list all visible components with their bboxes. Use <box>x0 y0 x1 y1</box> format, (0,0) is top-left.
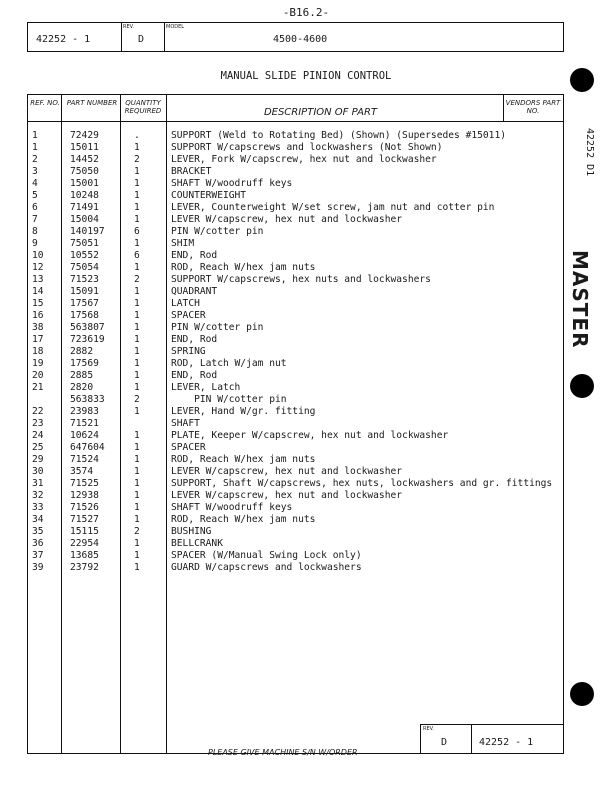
footer-rule <box>372 753 420 754</box>
quantity-cell: 1 <box>134 214 140 225</box>
description-header: DESCRIPTION OF PART <box>263 107 378 118</box>
ref-no-cell: 22 <box>32 406 44 417</box>
quantity-cell: 2 <box>134 394 140 405</box>
description-cell: BRACKET <box>171 166 212 177</box>
table-row <box>30 250 590 262</box>
description-cell: SPACER (W/Manual Swing Lock only) <box>171 550 362 561</box>
description-cell: END, Rod <box>171 334 218 345</box>
ref-no-cell: 32 <box>32 490 44 501</box>
quantity-header: QUANTITY REQUIRED <box>124 99 162 115</box>
ref-no-cell: 2 <box>32 154 38 165</box>
table-row <box>30 286 590 298</box>
ref-no-cell: 14 <box>32 286 44 297</box>
footer-rev-block <box>420 724 563 753</box>
table-row <box>30 394 590 406</box>
table-row <box>30 310 590 322</box>
table-row <box>30 262 590 274</box>
part-number-cell: 71527 <box>70 514 99 525</box>
quantity-cell: 1 <box>134 370 140 381</box>
table-row <box>30 514 590 526</box>
quantity-cell: 1 <box>134 334 140 345</box>
ref-no-cell: 23 <box>32 418 44 429</box>
part-number-cell: 15091 <box>70 286 99 297</box>
quantity-cell: 1 <box>134 322 140 333</box>
page-number: -B16.2- <box>282 6 330 19</box>
table-row <box>30 238 590 250</box>
description-cell: ROD, Reach W/hex jam nuts <box>171 514 316 525</box>
quantity-cell: 1 <box>134 166 140 177</box>
part-number-cell: 10552 <box>70 250 99 261</box>
description-cell: ROD, Latch W/jam nut <box>171 358 287 369</box>
ref-no-cell: 33 <box>32 502 44 513</box>
quantity-cell: 1 <box>134 490 140 501</box>
header-block <box>27 22 564 52</box>
part-number-cell: 17568 <box>70 310 99 321</box>
ref-no-cell: 19 <box>32 358 44 369</box>
table-row <box>30 142 590 154</box>
table-row <box>30 442 590 454</box>
ref-no-cell: 6 <box>32 202 38 213</box>
footer-divider <box>471 725 472 753</box>
table-row <box>30 214 590 226</box>
part-number-cell: 71523 <box>70 274 99 285</box>
description-cell: LEVER W/capscrew, hex nut and lockwasher <box>171 466 403 477</box>
description-cell: PIN W/cotter pin <box>171 322 264 333</box>
table-row <box>30 538 590 550</box>
description-cell: SUPPORT W/capscrews, hex nuts and lockwashers <box>171 274 431 285</box>
part-number-cell: 17569 <box>70 358 99 369</box>
description-cell: ROD, Reach W/hex jam nuts <box>171 262 316 273</box>
description-cell: LEVER, Hand W/gr. fitting <box>171 406 316 417</box>
header-part-number: 42252 - 1 <box>36 34 91 45</box>
table-row <box>30 454 590 466</box>
quantity-cell: 1 <box>134 514 140 525</box>
part-number-cell: 15004 <box>70 214 99 225</box>
header-rev-value: D <box>138 34 145 45</box>
description-cell: PIN W/cotter pin <box>171 226 264 237</box>
ref-no-cell: 15 <box>32 298 44 309</box>
header-model-value: 4500-4600 <box>273 34 328 45</box>
quantity-cell: 2 <box>134 274 140 285</box>
ref-no-cell: 3 <box>32 166 38 177</box>
description-cell: BELLCRANK <box>171 538 223 549</box>
header-rev-label: REV. <box>123 24 134 30</box>
footer-rule <box>27 753 205 754</box>
ref-no-cell: 37 <box>32 550 44 561</box>
description-cell: ROD, Reach W/hex jam nuts <box>171 454 316 465</box>
description-cell: LEVER, Latch <box>171 382 241 393</box>
table-row <box>30 274 590 286</box>
ref-no-cell: 25 <box>32 442 44 453</box>
part-number-cell: 75050 <box>70 166 99 177</box>
table-row <box>30 166 590 178</box>
ref-no-cell: 10 <box>32 250 44 261</box>
ref-no-cell: 17 <box>32 334 44 345</box>
description-cell: SUPPORT W/capscrews and lockwashers (Not Shown) <box>171 142 443 153</box>
table-row <box>30 550 590 562</box>
ref-no-cell: 35 <box>32 526 44 537</box>
footer-part-number: 42252 - 1 <box>479 737 534 748</box>
ref-no-cell: 24 <box>32 430 44 441</box>
part-number-cell: 563807 <box>70 322 105 333</box>
footer-rev-label: REV. <box>423 726 434 732</box>
table-row <box>30 382 590 394</box>
part-number-cell: 71491 <box>70 202 99 213</box>
part-number-cell: 15115 <box>70 526 99 537</box>
quantity-cell: 1 <box>134 478 140 489</box>
part-number-cell: 72429 <box>70 130 99 141</box>
quantity-cell: 1 <box>134 406 140 417</box>
description-cell: BUSHING <box>171 526 212 537</box>
quantity-cell: 2 <box>134 154 140 165</box>
ref-no-cell: 7 <box>32 214 38 225</box>
part-number-cell: 2882 <box>70 346 94 357</box>
ref-no-cell: 1 <box>32 142 38 153</box>
description-cell: PLATE, Keeper W/capscrew, hex nut and lockwasher <box>171 430 449 441</box>
quantity-cell: . <box>134 130 140 141</box>
ref-no-cell: 9 <box>32 238 38 249</box>
description-cell: COUNTERWEIGHT <box>171 190 247 201</box>
description-cell: END, Rod <box>171 370 218 381</box>
ref-no-cell: 38 <box>32 322 44 333</box>
description-cell: END, Rod <box>171 250 218 261</box>
quantity-cell: 1 <box>134 430 140 441</box>
ref-no-cell: 36 <box>32 538 44 549</box>
quantity-cell: 1 <box>134 382 140 393</box>
table-row <box>30 418 590 430</box>
table-row <box>30 190 590 202</box>
vendors-header: VENDORS PART NO. <box>505 99 561 115</box>
ref-no-cell: 31 <box>32 478 44 489</box>
part-number-cell: 23792 <box>70 562 99 573</box>
punch-hole <box>570 682 594 706</box>
description-cell: SHIM <box>171 238 195 249</box>
table-row <box>30 202 590 214</box>
description-cell: SUPPORT (Weld to Rotating Bed) (Shown) (Supersedes #15011) <box>171 130 507 141</box>
table-row <box>30 478 590 490</box>
ref-no-header: REF. NO. <box>30 99 60 107</box>
quantity-cell: 6 <box>134 226 140 237</box>
description-cell: SPACER <box>171 442 206 453</box>
quantity-cell: 1 <box>134 442 140 453</box>
description-cell: LEVER W/capscrew, hex nut and lockwasher <box>171 214 403 225</box>
side-doc-code: 42252 D1 <box>584 128 595 177</box>
part-number-cell: 71526 <box>70 502 99 513</box>
part-number-cell: 14452 <box>70 154 99 165</box>
part-number-cell: 22954 <box>70 538 99 549</box>
part-number-cell: 140197 <box>70 226 105 237</box>
table-row <box>30 526 590 538</box>
part-number-cell: 10248 <box>70 190 99 201</box>
description-cell: SUPPORT, Shaft W/capscrews, hex nuts, lockwashers and gr. fittings <box>171 478 553 489</box>
quantity-cell: 1 <box>134 298 140 309</box>
ref-no-cell: 5 <box>32 190 38 201</box>
quantity-cell: 1 <box>134 202 140 213</box>
footer-rev-value: D <box>441 737 448 748</box>
description-cell: GUARD W/capscrews and lockwashers <box>171 562 362 573</box>
quantity-cell: 2 <box>134 526 140 537</box>
part-number-cell: 15001 <box>70 178 99 189</box>
description-cell: SPRING <box>171 346 206 357</box>
description-cell: SHAFT W/woodruff keys <box>171 502 293 513</box>
part-number-cell: 71525 <box>70 478 99 489</box>
table-row <box>30 406 590 418</box>
quantity-cell: 1 <box>134 178 140 189</box>
ref-no-cell: 20 <box>32 370 44 381</box>
page-title: MANUAL SLIDE PINION CONTROL <box>220 70 392 82</box>
table-row <box>30 466 590 478</box>
table-row <box>30 562 590 574</box>
part-number-cell: 15011 <box>70 142 99 153</box>
punch-hole <box>570 68 594 92</box>
part-number-cell: 2820 <box>70 382 94 393</box>
description-cell: LEVER, Counterweight W/set screw, jam nut and cotter pin <box>171 202 495 213</box>
quantity-cell: 1 <box>134 286 140 297</box>
table-row <box>30 298 590 310</box>
part-number-cell: 563833 <box>70 394 105 405</box>
description-cell: QUADRANT <box>171 286 218 297</box>
part-number-cell: 71521 <box>70 418 99 429</box>
column-divider <box>503 95 504 121</box>
table-row <box>30 430 590 442</box>
header-divider <box>121 23 122 51</box>
quantity-cell: 1 <box>134 466 140 477</box>
quantity-cell: 1 <box>134 142 140 153</box>
ref-no-cell: 18 <box>32 346 44 357</box>
punch-hole <box>570 374 594 398</box>
description-cell: SHAFT <box>171 418 200 429</box>
header-separator <box>28 121 563 122</box>
table-row <box>30 178 590 190</box>
ref-no-cell: 39 <box>32 562 44 573</box>
ref-no-cell: 4 <box>32 178 38 189</box>
ref-no-cell: 1 <box>32 130 38 141</box>
ref-no-cell: 29 <box>32 454 44 465</box>
master-stamp: MASTER <box>568 250 592 349</box>
quantity-cell: 1 <box>134 346 140 357</box>
header-model-label: MODEL <box>166 24 185 30</box>
description-cell: LEVER W/capscrew, hex nut and lockwasher <box>171 490 403 501</box>
quantity-cell: 1 <box>134 502 140 513</box>
quantity-cell: 1 <box>134 538 140 549</box>
part-number-cell: 17567 <box>70 298 99 309</box>
quantity-cell: 1 <box>134 238 140 249</box>
quantity-cell: 6 <box>134 250 140 261</box>
part-number-cell: 13685 <box>70 550 99 561</box>
ref-no-cell: 12 <box>32 262 44 273</box>
table-row <box>30 130 590 142</box>
ref-no-cell: 30 <box>32 466 44 477</box>
parts-list <box>30 130 590 574</box>
quantity-cell: 1 <box>134 358 140 369</box>
table-row <box>30 346 590 358</box>
description-cell: LEVER, Fork W/capscrew, hex nut and lockwasher <box>171 154 437 165</box>
description-cell: PIN W/cotter pin <box>171 394 287 405</box>
footer-note-text: PLEASE GIVE MACHINE S/N W/ORDER <box>208 748 358 757</box>
table-row <box>30 226 590 238</box>
part-number-cell: 23983 <box>70 406 99 417</box>
table-row <box>30 322 590 334</box>
part-number-cell: 647604 <box>70 442 105 453</box>
part-number-cell: 2885 <box>70 370 94 381</box>
table-row <box>30 334 590 346</box>
quantity-cell: 1 <box>134 550 140 561</box>
ref-no-cell: 21 <box>32 382 44 393</box>
part-number-cell: 75051 <box>70 238 99 249</box>
table-row <box>30 154 590 166</box>
part-number-cell: 75054 <box>70 262 99 273</box>
part-number-header: PART NUMBER <box>66 99 118 107</box>
table-row <box>30 358 590 370</box>
part-number-cell: 10624 <box>70 430 99 441</box>
part-number-cell: 3574 <box>70 466 94 477</box>
table-row <box>30 370 590 382</box>
quantity-cell: 1 <box>134 262 140 273</box>
header-divider <box>164 23 165 51</box>
part-number-cell: 723619 <box>70 334 105 345</box>
ref-no-cell: 16 <box>32 310 44 321</box>
quantity-cell: 1 <box>134 562 140 573</box>
ref-no-cell: 34 <box>32 514 44 525</box>
ref-no-cell: 13 <box>32 274 44 285</box>
quantity-cell: 1 <box>134 190 140 201</box>
ref-no-cell: 8 <box>32 226 38 237</box>
table-row <box>30 502 590 514</box>
description-cell: SHAFT W/woodruff keys <box>171 178 293 189</box>
description-cell: LATCH <box>171 298 200 309</box>
quantity-cell: 1 <box>134 454 140 465</box>
table-row <box>30 490 590 502</box>
quantity-cell: 1 <box>134 310 140 321</box>
part-number-cell: 12938 <box>70 490 99 501</box>
description-cell: SPACER <box>171 310 206 321</box>
part-number-cell: 71524 <box>70 454 99 465</box>
